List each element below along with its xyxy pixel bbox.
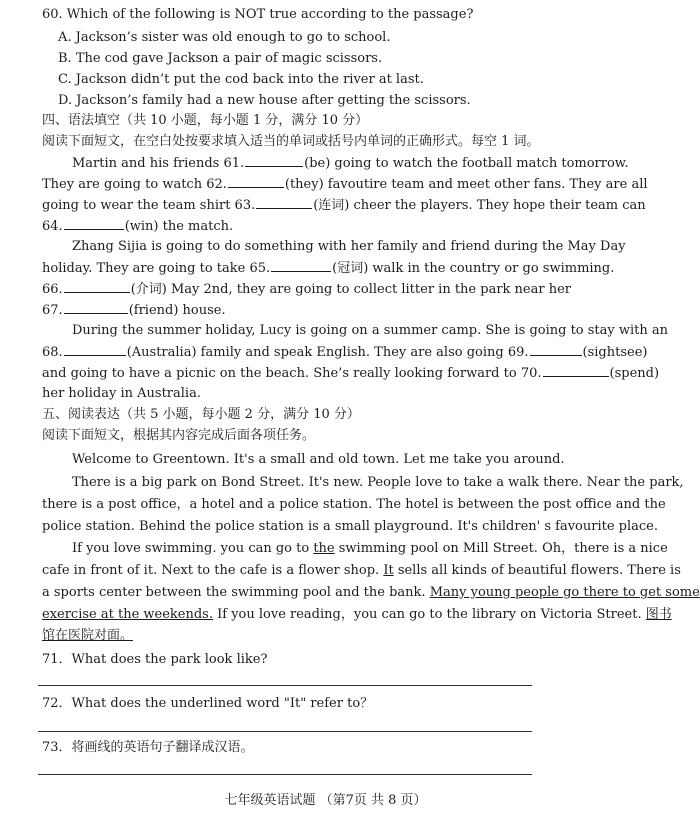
q60-option-a: A. Jackson’s sister was old enough to go to school.	[58, 30, 391, 45]
answer-line-72[interactable]	[38, 731, 532, 732]
blank-63[interactable]	[256, 196, 312, 209]
q60-option-b: B. The cod gave Jackson a pair of magic scissors.	[58, 51, 383, 66]
cloze-line: Zhang Sijia is going to do something with her family and friend during the May Day	[72, 239, 626, 254]
reading-line: cafe in front of it. Next to the cafe is a flower shop. It sells all kinds of beautiful flowers. There is	[42, 563, 681, 578]
cloze-line: 68. (Australia) family and speak English. They are also going 69. (sightsee)	[42, 345, 648, 360]
underlined-chinese: 馆在医院对面。	[42, 628, 134, 643]
question-73: 73．将画线的英语句子翻译成汉语。	[42, 740, 254, 755]
cloze-line: They are going to watch 62. (they) favoutire team and meet other fans. They are all	[42, 177, 648, 192]
cloze-line: and going to have a picnic on the beach. She’s really looking forward to 70. (spend)	[42, 366, 660, 381]
blank-69[interactable]	[530, 343, 582, 356]
cloze-line: Martin and his friends 61. (be) going to watch the football match tomorrow.	[72, 156, 629, 171]
reading-line: exercise at the weekends. If you love reading，you can go to the library on Victoria Street. 图书	[42, 607, 672, 622]
underlined-word-the: the	[313, 541, 335, 556]
answer-line-73[interactable]	[38, 774, 532, 775]
question-71: 71．What does the park look like?	[42, 652, 268, 667]
cloze-line: 64. (win) the match.	[42, 219, 234, 234]
blank-66[interactable]	[64, 280, 130, 293]
underlined-sentence: exercise at the weekends.	[42, 607, 213, 622]
reading-line: police station. Behind the police station is a small playground. It's children' s favourite place.	[42, 519, 659, 534]
cloze-line: her holiday in Australia.	[42, 386, 201, 401]
blank-64[interactable]	[64, 217, 124, 230]
cloze-line: holiday. They are going to take 65. (冠词) walk in the country or go swimming.	[42, 261, 615, 276]
section5-heading: 五、阅读表达（共 5 小题，每小题 2 分，满分 10 分）	[42, 407, 360, 422]
q60-option-c: C. Jackson didn’t put the cod back into the river at last.	[58, 72, 424, 87]
q60-option-d: D. Jackson’s family had a new house after getting the scissors.	[58, 93, 471, 108]
answer-line-71[interactable]	[38, 685, 532, 686]
blank-62[interactable]	[228, 175, 284, 188]
section4-instruction: 阅读下面短文，在空白处按要求填入适当的单词或括号内单词的正确形式。每空 1 词。	[42, 134, 540, 149]
underlined-word-it: It	[383, 563, 394, 578]
cloze-line: During the summer holiday, Lucy is going on a summer camp. She is going to stay with an	[72, 323, 669, 338]
section4-heading: 四、语法填空（共 10 小题，每小题 1 分，满分 10 分）	[42, 113, 369, 128]
blank-67[interactable]	[64, 301, 128, 314]
cloze-line: 67. (friend) house.	[42, 303, 226, 318]
underlined-sentence: Many young people go there to get some	[429, 585, 700, 600]
reading-line: If you love swimming. you can go to the swimming pool on Mill Street. Oh，there is a nice	[72, 541, 668, 556]
cloze-line: 66. (介词) May 2nd, they are going to collect litter in the park near her	[42, 282, 571, 297]
cloze-line: going to wear the team shirt 63. (连词) cheer the players. They hope their team can	[42, 198, 646, 213]
blank-68[interactable]	[64, 343, 126, 356]
section5-instruction: 阅读下面短文，根据其内容完成后面各项任务。	[42, 428, 316, 443]
reading-line: There is a big park on Bond Street. It's new. People love to take a walk there. Near the park,	[72, 475, 684, 490]
question-72: 72．What does the underlined word "It" refer to？	[42, 696, 374, 711]
blank-65[interactable]	[271, 259, 331, 272]
page-footer: 七年级英语试题 （第7页 共 8 页）	[224, 793, 427, 808]
blank-61[interactable]	[245, 154, 303, 167]
blank-70[interactable]	[543, 364, 609, 377]
underlined-chinese: 图书	[645, 607, 672, 622]
reading-line: a sports center between the swimming pool and the bank. Many young people go there to get some	[42, 585, 700, 600]
reading-line: Welcome to Greentown. It's a small and old town. Let me take you around.	[72, 452, 565, 467]
reading-line: there is a post office，a hotel and a police station. The hotel is between the post office and the	[42, 497, 666, 512]
q60-stem: 60. Which of the following is NOT true according to the passage?	[42, 7, 474, 22]
